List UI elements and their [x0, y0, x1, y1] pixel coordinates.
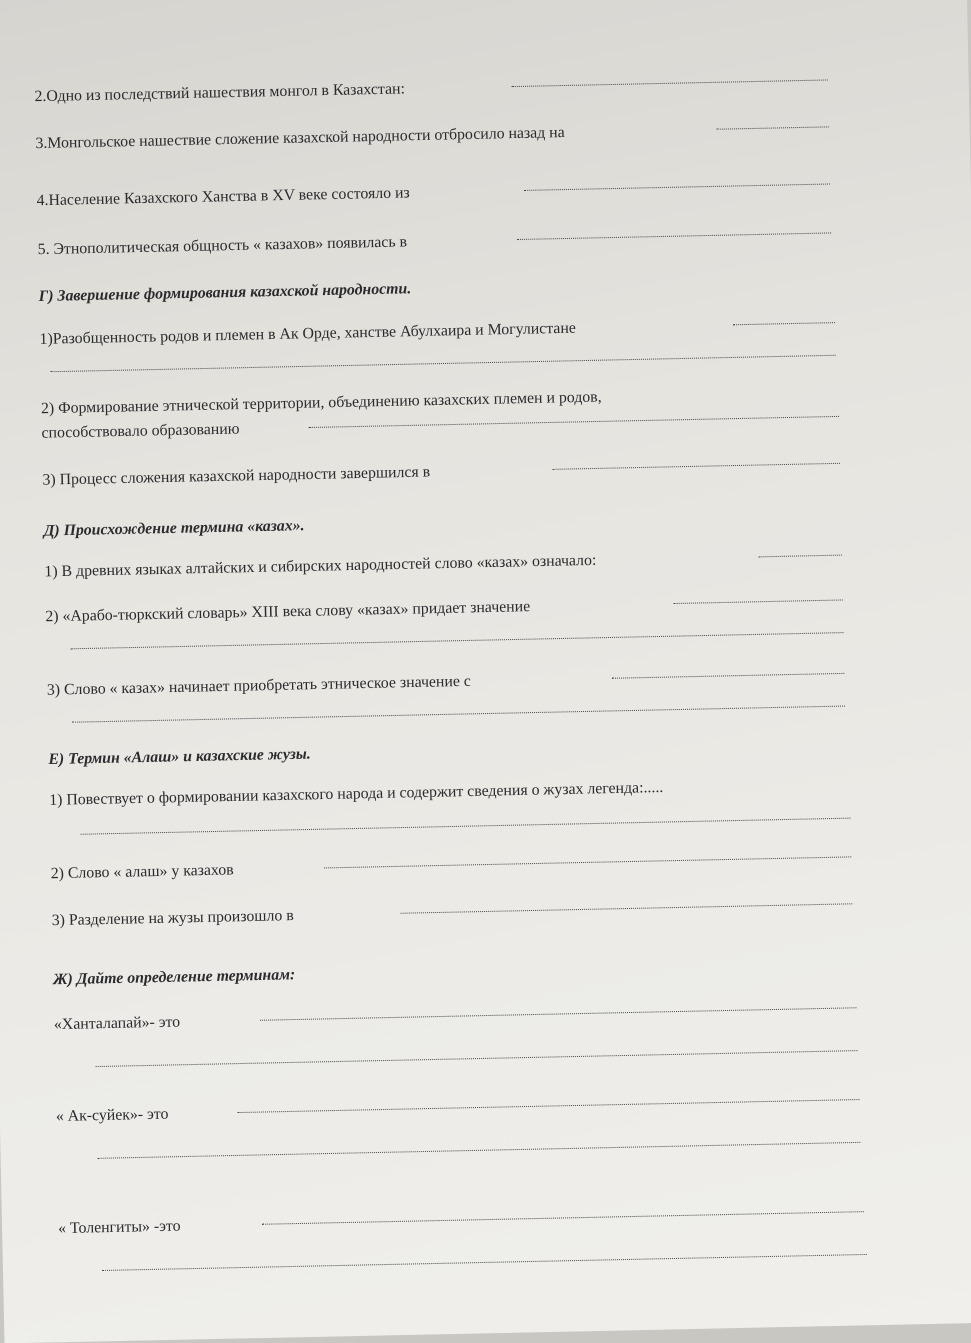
question-g2-line2	[41, 420, 239, 443]
answer-line	[102, 1254, 867, 1271]
answer-line	[71, 632, 844, 649]
term-2-text: « Ак-суйек»- это	[55, 1105, 169, 1126]
answer-line	[96, 1050, 858, 1067]
answer-line	[717, 126, 829, 129]
question-g2-line1	[41, 388, 602, 418]
term-1	[54, 1013, 181, 1034]
answer-line	[237, 1099, 859, 1113]
question-v5-text: 5. Этнополитическая общность « казахов» появилась в	[37, 233, 408, 259]
answer-line	[81, 818, 851, 835]
answer-line	[72, 706, 845, 723]
answer-line	[733, 322, 835, 325]
answer-line	[524, 183, 830, 190]
question-v3	[35, 124, 565, 153]
question-d2	[45, 598, 530, 627]
question-g2-line1-text: 2) Формирование этнической территории, объединению казахских племен и родов,	[40, 388, 602, 418]
question-v2-text: 2.Одно из последствий нашествия монгол в Казахстан:	[34, 80, 406, 106]
question-e1-text: 1) Повествует о формировании казахского народа и содержит сведения о жузах легенда:.....	[49, 778, 664, 809]
question-v5	[38, 233, 408, 259]
question-g3	[42, 463, 430, 489]
answer-line	[324, 856, 851, 868]
section-zh-title-text: Ж) Дайте определение терминам:	[52, 965, 296, 989]
question-e2	[51, 861, 234, 883]
section-e-title-text: Е) Термин «Алаш» и казахские жузы.	[48, 745, 311, 769]
answer-line	[517, 232, 831, 240]
answer-line	[512, 79, 828, 87]
term-1-text: «Ханталапай»- это	[53, 1013, 181, 1034]
question-g1-text: 1)Разобщенность родов и племен в Ак Орде, ханстве Абулхаира и Могулистане	[39, 319, 577, 348]
worksheet-content	[34, 71, 850, 1238]
question-d3-text: 3) Слово « казах» начинает приобретать этническое значение с	[46, 672, 472, 699]
section-d-title-text: Д) Происхождение термина «казах».	[43, 516, 305, 540]
question-d1-text: 1) В древних языках алтайских и сибирских народностей слово «казах» означало:	[44, 551, 597, 581]
answer-line	[50, 355, 835, 372]
question-d2-text: 2) «Арабо-тюркский словарь» XIII века слову «казах» придает значение	[45, 597, 531, 626]
answer-line	[262, 1211, 864, 1225]
answer-line	[758, 555, 842, 558]
section-g-title-text: Г) Завершение формирования казахской народности.	[38, 279, 412, 306]
term-2	[56, 1105, 169, 1126]
question-v3-text: 3.Монгольское нашествие сложение казахской народности отбросило назад на	[35, 123, 565, 153]
question-e2-text: 2) Слово « алаш» у казахов	[50, 861, 234, 883]
question-e1	[49, 779, 663, 810]
question-v4	[36, 184, 409, 210]
term-3	[58, 1217, 181, 1238]
question-g3-text: 3) Процесс сложения казахской народности завершился в	[42, 463, 431, 489]
answer-line	[401, 903, 853, 913]
question-e3	[52, 907, 294, 930]
answer-line	[309, 416, 839, 428]
question-d1	[44, 552, 596, 582]
question-v2	[34, 80, 405, 106]
section-g-title	[38, 280, 411, 306]
section-d-title	[43, 517, 304, 541]
term-3-text: « Толенгиты» -это	[58, 1217, 181, 1238]
question-e3-text: 3) Разделение на жузы произошло в	[51, 906, 294, 930]
question-g2-line2-text: способствовало образованию	[41, 420, 240, 442]
answer-line	[674, 599, 843, 604]
question-v4-text: 4.Население Казахского Ханства в XV веке состояло из	[36, 184, 410, 210]
section-e-title	[48, 745, 311, 769]
answer-line	[612, 673, 845, 679]
question-d3	[47, 673, 471, 700]
answer-line	[98, 1142, 861, 1159]
answer-line	[260, 1007, 857, 1021]
section-zh-title	[53, 966, 296, 989]
question-g1	[39, 319, 576, 349]
answer-line	[552, 463, 840, 470]
